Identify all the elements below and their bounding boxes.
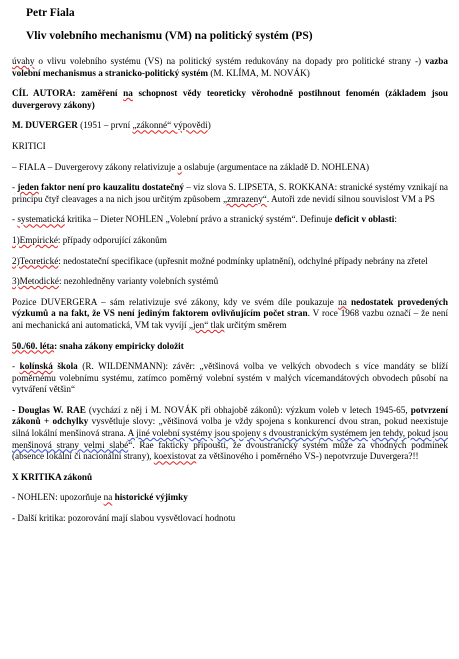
paragraph-single-factor: [12, 182, 448, 205]
paragraph-critics-heading: KRITICI: [12, 140, 46, 151]
paragraph-duverger-position: [12, 297, 448, 332]
text-run: . V roce 1968 vazbu označí – že není ani mechanická ani automatická, VM tak vyvíjí: [12, 308, 448, 330]
document-page: [12, 4, 448, 525]
spellcheck-word: kolínská: [19, 361, 53, 372]
text-run: – viz slova S. LIPSETA, S. ROKKANA: stranické systémy vznikají na principu čtyř cleavages a na nich jsou určitým způsobem: [12, 182, 449, 204]
text-run: “. Rae fakticky připouští, že dvoustranický systém může za vhodných podmínek (absence lokální či nacionální strany),: [12, 439, 448, 462]
spellcheck-word: 3)Metodické: [12, 276, 59, 287]
bold-run: schopnost vědy teoreticky věrohodně postihnout fenomén (základem jsou duvergerovy zákony): [12, 88, 448, 110]
paragraph-theoretical: [12, 256, 448, 268]
grammar-flagged-run: A jiné volební systémy jsou spojeny s dvoustranickým systémem jen tehdy, pokud jsou menšinová strany velmi slabé: [12, 428, 448, 450]
paragraph-empirical: [12, 235, 448, 247]
text-run: vysvětluje slovy: „většinová volba je vždy spojena s konkurencí dvou stran, pokud neexistuje silná lokální menšinová strana.: [12, 416, 448, 439]
spellcheck-word: „zmrazeny“: [223, 193, 267, 204]
text-run: - NOHLEN: upozorňuje: [12, 492, 104, 503]
text-run: o vlivu volebního systému (VS) na politický systém redukovány na dopady pro politické strany -): [34, 56, 426, 66]
paragraph-fifties-sixties: [12, 341, 448, 353]
bold-run: potvrzení zákonů + odchylky: [12, 404, 448, 427]
spellcheck-word: na: [123, 88, 133, 99]
text-run: :: [394, 214, 397, 225]
paragraph-duverger: [12, 120, 448, 132]
paragraph-cologne-school: [12, 361, 448, 396]
text-run: Pozice DUVERGERA – sám relativizuje své zákony, kdy ve svém díle poukazuje: [12, 296, 339, 307]
spellcheck-word: „zákonné“ výpovědi: [132, 120, 208, 131]
paragraph-intro: [12, 56, 448, 79]
text-run: (vychází z něj i M. NOVÁK při obhajobě zákonů): výzkum voleb v letech 1945-65,: [85, 404, 411, 415]
spellcheck-word: 2)Teoretické: [12, 255, 59, 266]
text-run: oslabuje (argumentace na základě D. NOHLENA): [181, 161, 370, 172]
paragraph-critique-heading: X KRITIKA zákonů: [12, 471, 93, 482]
text-run: -: [12, 214, 18, 225]
spellcheck-word: na: [338, 296, 347, 307]
paragraph-rae: [12, 405, 448, 463]
bold-run: faktor není pro kauzalitu dostatečný: [38, 182, 184, 193]
document-title: Vliv volebního mechanismu (VM) na politický systém (PS): [26, 30, 313, 42]
text-run: -: [12, 182, 18, 193]
spellcheck-word: úvahy: [12, 56, 35, 66]
spellcheck-word: „jen“ tlak: [188, 319, 225, 330]
text-run: ): [207, 120, 211, 131]
text-run: určitým směrem: [224, 319, 287, 330]
bold-run: vazba volební mechanismus a stranicko-politický systém: [12, 56, 448, 78]
bold-run: nedostatek provedených výzkumů a na fakt, že VS není jediným faktorem ovlivňujícím počet stran: [12, 296, 448, 319]
bold-run: M. DUVERGER: [12, 120, 78, 131]
document-author: Petr Fiala: [26, 7, 75, 19]
text-run: za většinového i poměrného VS-) nepotvrzuje Duvergera?!!: [196, 451, 419, 462]
text-run: : nezohledněny varianty volebních systémů: [58, 276, 219, 287]
paragraph-systematic-critique: [12, 214, 448, 226]
text-run: (R. WILDENMANN): závěr: „většinová volba ve velkých obvodech s více mandáty se blíží poměrnému volebnímu systému, zatímco poměrný volební systém v malých vícemandátových obvodech působí na vytváření většin“: [12, 361, 448, 395]
paragraph-further-critique: - Další kritika: pozorování mají slabou vysvětlovací hodnotu: [12, 513, 236, 524]
paragraph-nohlen: [12, 492, 448, 504]
text-run: : případy odporující zákonům: [57, 234, 167, 245]
spellcheck-word: koexistovat: [153, 451, 197, 462]
spellcheck-word: 1)Empirické: [12, 234, 58, 245]
spellcheck-word: 50./60. léta: [12, 340, 55, 351]
paragraph-methodical: [12, 276, 448, 288]
spellcheck-word: systematická: [17, 214, 65, 225]
bold-run: škola: [52, 361, 78, 372]
bold-run: CÍL AUTORA: zaměření: [12, 88, 124, 99]
spellcheck-word: na: [103, 492, 113, 503]
spellcheck-word: jeden: [17, 182, 39, 193]
bold-run: : snaha zákony empiricky doložit: [54, 340, 184, 351]
spellcheck-word: a: [177, 161, 182, 172]
paragraph-fiala: [12, 162, 448, 174]
bold-run: deficit v oblasti: [334, 214, 395, 225]
text-run: -: [12, 361, 20, 372]
bold-run: - Douglas W. RAE: [12, 404, 86, 415]
bold-run: historické výjimky: [112, 492, 188, 503]
text-run: – FIALA – Duvergerovy zákony relativizuje: [12, 161, 178, 172]
text-run: (M. KLÍMA, M. NOVÁK): [208, 67, 310, 78]
paragraph-author-goal: [12, 88, 448, 111]
text-run: kritika – Dieter NOHLEN „Volební právo a stranický systém“. Definuje: [64, 214, 335, 225]
text-run: : nedostateční specifikace (upřesnit možné podmínky uplatnění), odchylné případy nebrány na zřetel: [58, 255, 428, 266]
text-run: (1951 – první: [77, 120, 133, 131]
text-run: . Autoři zde nevidí silnou souvislost VM a PS: [266, 193, 435, 204]
